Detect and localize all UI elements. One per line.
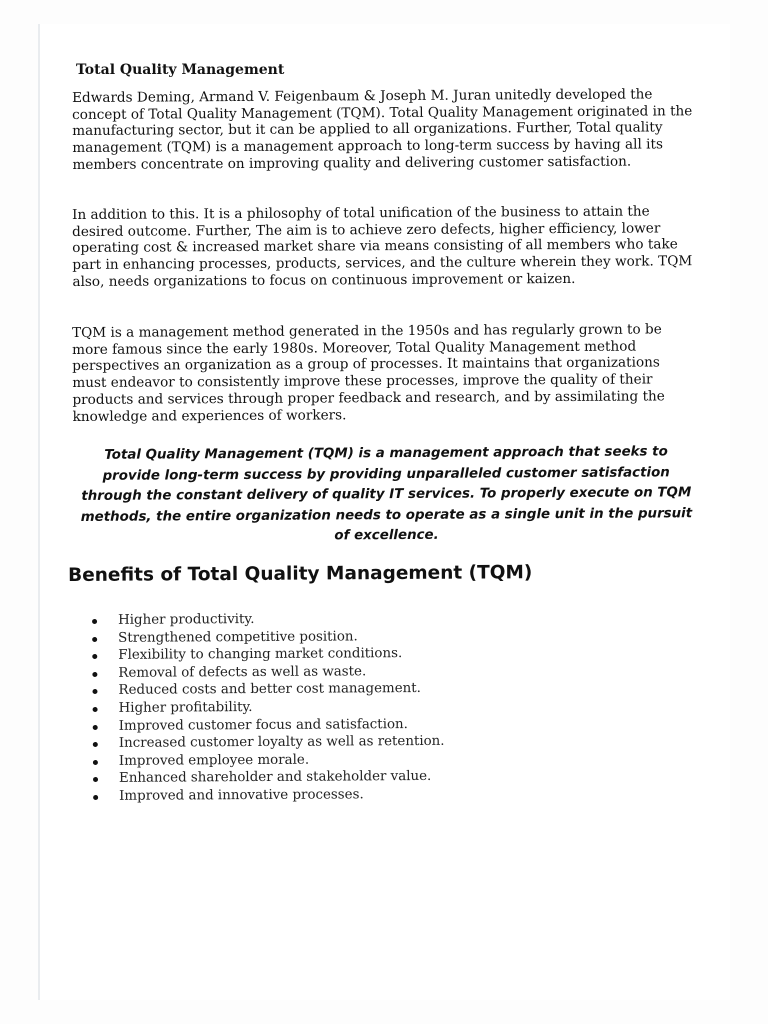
benefit-text: Improved customer focus and satisfaction.	[118, 716, 408, 734]
benefits-list	[92, 610, 445, 806]
bullet-icon	[93, 760, 98, 765]
benefit-item	[92, 663, 444, 683]
definition-quote: Total Quality Management (TQM) is a management approach that seeks to provide long-term success by providing unparalleled customer satisfaction through the constant delivery of quality IT services. To properly execute on TQM methods, the entire organization needs to operate as a single unit in the pursuit of excellence.	[80, 444, 693, 544]
benefit-item	[93, 715, 445, 735]
bullet-icon	[92, 654, 97, 659]
bullet-icon	[93, 725, 98, 730]
benefit-text: Improved and innovative processes.	[119, 787, 364, 804]
bullet-icon	[93, 707, 98, 712]
bullet-icon	[92, 672, 97, 677]
bullet-icon	[93, 777, 98, 782]
bullet-icon	[92, 619, 97, 624]
benefit-item	[93, 698, 445, 718]
benefit-item	[92, 680, 444, 700]
bullet-icon	[93, 742, 98, 747]
benefit-item	[93, 768, 445, 788]
benefits-title: Benefits of Total Quality Management (TQM)	[68, 562, 533, 586]
paragraph-method: TQM is a management method generated in the 1950s and has regularly grown to be more famous since the early 1980s. Moreover, Total Quality Management method perspectives an organization as a group of processes. It maintains that organizations must endeavor to consistently improve these processes, improve the quality of their products and services through proper feedback and research, and by assimilating the knowledge and experiences of workers.	[72, 321, 665, 425]
benefit-item	[93, 733, 445, 753]
bullet-icon	[93, 795, 98, 800]
benefit-item	[92, 645, 444, 665]
bullet-icon	[92, 637, 97, 642]
paragraph-philosophy: In addition to this. It is a philosophy of total unification of the business to attain the desired outcome. Further, The aim is to achieve zero defects, higher efficiency, lower operating cost & increased market share via means consisting of all members who take part in enhancing processes, products, services, and the culture wherein they work. TQM also, needs organizations to focus on continuous improvement or kaizen.	[72, 203, 693, 290]
paragraph-origin: Edwards Deming, Armand V. Feigenbaum & Joseph M. Juran unitedly developed the concept of Total Quality Management (TQM). Total Quality Management originated in the manufacturing sector, but it can be applied to all organizations. Further, Total quality management (TQM) is a management approach to long-term success by having all its members concentrate on improving quality and delivering customer satisfaction.	[72, 86, 693, 173]
benefit-text: Enhanced shareholder and stakeholder value.	[118, 769, 432, 787]
benefit-text: Higher profitability.	[118, 699, 253, 716]
benefit-text: Increased customer loyalty as well as retention.	[118, 734, 445, 751]
benefit-item	[92, 610, 444, 630]
benefit-text: Reduced costs and better cost management.	[118, 681, 421, 699]
page-heading: Total Quality Management	[76, 62, 285, 78]
benefit-text: Improved employee morale.	[118, 752, 310, 769]
bullet-icon	[92, 689, 97, 694]
benefit-item	[93, 751, 445, 771]
benefit-text: Flexibility to changing market conditions.	[118, 646, 403, 664]
benefit-item	[92, 627, 444, 647]
benefit-text: Removal of defects as well as waste.	[118, 664, 367, 681]
benefit-item	[93, 786, 445, 806]
benefit-text: Strengthened competitive position.	[118, 628, 358, 646]
benefit-text: Higher productivity.	[118, 612, 255, 628]
